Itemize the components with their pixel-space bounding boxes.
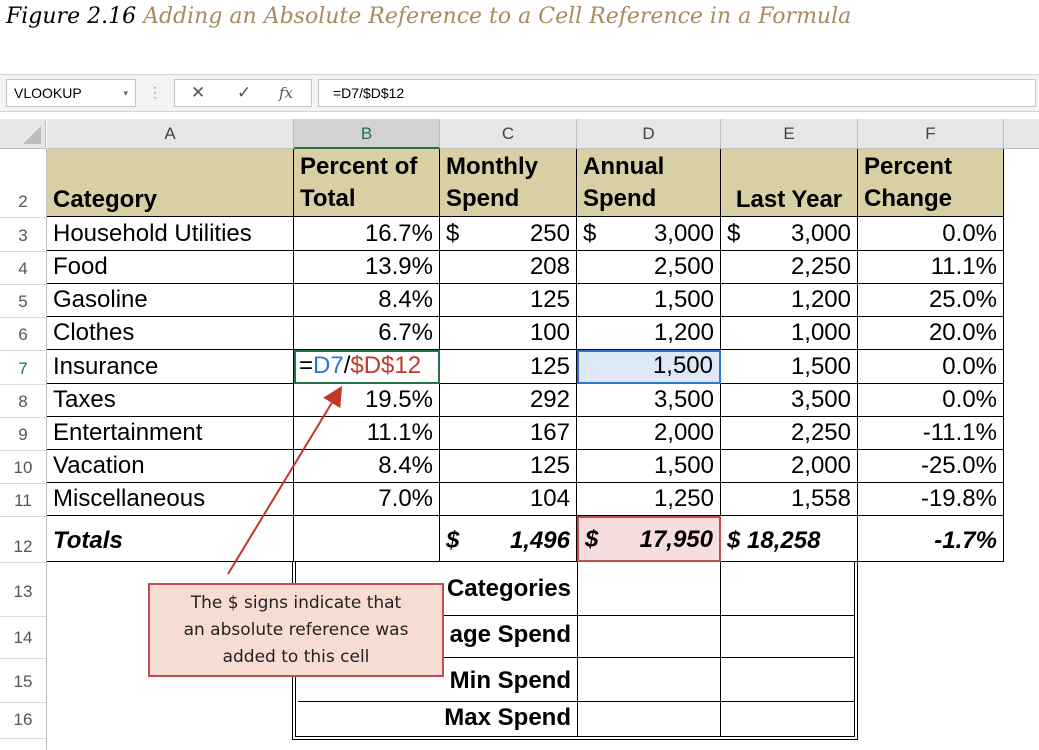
column-header-c[interactable]: C	[440, 119, 577, 149]
absolute-reference: $D$12	[350, 352, 422, 379]
stats-label-average[interactable]: age Spend	[298, 616, 577, 658]
last-year-cell[interactable]: 2,000	[721, 450, 858, 483]
row-header-2[interactable]: 2	[18, 192, 28, 211]
percent-change-cell[interactable]: -11.1%	[858, 417, 1004, 450]
category-cell[interactable]: Entertainment	[47, 417, 294, 450]
insert-function-icon[interactable]: fx	[279, 84, 294, 102]
row-header-12[interactable]: 12	[13, 537, 33, 556]
row-divider	[0, 562, 46, 563]
row-divider	[0, 516, 46, 517]
stats-value-cell[interactable]	[577, 562, 721, 616]
percent-total-cell[interactable]: 13.9%	[294, 251, 440, 284]
category-cell[interactable]: Food	[47, 251, 294, 284]
stats-value-cell[interactable]	[577, 658, 721, 702]
row-header-15[interactable]: 15	[13, 672, 33, 691]
header-percent-of-total[interactable]: Percent of Total	[294, 149, 440, 217]
last-year-cell[interactable]: 3,500	[721, 384, 858, 417]
currency-symbol: $	[727, 220, 741, 247]
last-year-cell[interactable]: 1,000	[721, 317, 858, 350]
chevron-down-icon[interactable]: ▾	[123, 88, 128, 98]
stats-value-cell[interactable]	[577, 616, 721, 658]
row-divider	[0, 702, 46, 703]
row-divider	[0, 384, 46, 385]
row-header-5[interactable]: 5	[18, 292, 28, 311]
category-cell[interactable]: Gasoline	[47, 284, 294, 317]
annual-spend-cell[interactable]: 3,500	[577, 384, 721, 417]
formula-equals: =	[299, 352, 314, 379]
header-percent-change[interactable]: Percent Change	[858, 149, 1004, 217]
select-all-icon	[23, 126, 41, 144]
figure-title: Adding an Absolute Reference to a Cell Reference in a Formula	[143, 4, 852, 29]
monthly-spend-cell[interactable]: 125	[440, 350, 577, 384]
relative-reference: D7	[313, 352, 344, 379]
monthly-spend-cell[interactable]: 125	[440, 450, 577, 483]
currency-symbol: $	[446, 527, 460, 554]
row-header-14[interactable]: 14	[13, 628, 33, 647]
stats-label-categories[interactable]: Categories	[298, 562, 577, 616]
row-divider	[0, 658, 46, 659]
stats-value-cell[interactable]	[721, 658, 854, 702]
cell-value: 3,000	[653, 220, 714, 247]
last-year-cell[interactable]: 1,558	[721, 483, 858, 516]
referenced-cell-d7[interactable]: 1,500	[577, 350, 721, 384]
formula-input[interactable]: =D7/$D$12	[318, 79, 1036, 107]
annual-spend-cell[interactable]	[577, 217, 721, 251]
cell-value: 17,950	[639, 526, 713, 553]
annual-spend-cell[interactable]: 1,500	[577, 450, 721, 483]
cell-value: 1,496	[509, 527, 570, 554]
row-header-7[interactable]: 7	[18, 359, 28, 378]
monthly-spend-cell[interactable]	[440, 217, 577, 251]
row-divider	[0, 317, 46, 318]
percent-total-cell[interactable]: 8.4%	[294, 450, 440, 483]
row-header-9[interactable]: 9	[18, 425, 28, 444]
monthly-spend-cell[interactable]: 125	[440, 284, 577, 317]
callout-line: The $ signs indicate that	[190, 593, 402, 613]
column-header-b[interactable]: B	[294, 119, 440, 149]
totals-change-cell[interactable]: -1.7%	[858, 516, 1004, 562]
formula-divide: /	[343, 352, 351, 379]
referenced-cell-d12[interactable]	[577, 516, 721, 562]
last-year-cell[interactable]: 2,250	[721, 417, 858, 450]
currency-symbol: $	[583, 220, 597, 247]
last-year-cell[interactable]: 2,250	[721, 251, 858, 284]
currency-symbol: $	[446, 220, 460, 247]
enter-icon[interactable]: ✓	[237, 83, 252, 102]
column-header-e[interactable]: E	[721, 119, 858, 149]
figure-number: Figure 2.16	[6, 4, 137, 29]
monthly-spend-cell[interactable]: 208	[440, 251, 577, 284]
cell-value: 3,000	[790, 220, 851, 247]
currency-symbol: $	[585, 526, 599, 553]
header-last-year[interactable]: Last Year	[721, 149, 858, 217]
select-all-corner[interactable]	[0, 119, 46, 149]
column-header-f[interactable]: F	[858, 119, 1004, 149]
last-year-cell[interactable]: 1,200	[721, 284, 858, 317]
row-header-3[interactable]: 3	[18, 226, 28, 245]
percent-change-cell[interactable]: -19.8%	[858, 483, 1004, 516]
row-divider	[0, 217, 46, 218]
stats-label-min[interactable]: Min Spend	[298, 658, 577, 702]
row-header-6[interactable]: 6	[18, 325, 28, 344]
percent-change-cell[interactable]: 0.0%	[858, 217, 1004, 251]
callout-line: an absolute reference was	[183, 620, 409, 640]
annual-spend-cell[interactable]: 1,500	[577, 284, 721, 317]
percent-change-cell[interactable]: 0.0%	[858, 350, 1004, 384]
category-cell[interactable]: Vacation	[47, 450, 294, 483]
category-cell[interactable]: Clothes	[47, 317, 294, 350]
annual-spend-cell[interactable]: 2,500	[577, 251, 721, 284]
row-header-16[interactable]: 16	[13, 710, 33, 729]
percent-change-cell[interactable]: -25.0%	[858, 450, 1004, 483]
callout-box	[148, 583, 444, 677]
header-monthly-spend[interactable]: Monthly Spend	[440, 149, 577, 217]
category-cell[interactable]: Taxes	[47, 384, 294, 417]
percent-total-cell[interactable]: 7.0%	[294, 483, 440, 516]
active-cell-b7[interactable]	[294, 350, 440, 384]
totals-last-year-cell[interactable]: $ 18,258	[721, 516, 858, 562]
category-cell[interactable]: Miscellaneous	[47, 483, 294, 516]
row-divider	[0, 284, 46, 285]
category-cell[interactable]: Insurance	[47, 350, 294, 384]
percent-total-cell[interactable]: 19.5%	[294, 384, 440, 417]
stats-value-cell[interactable]	[721, 562, 854, 616]
header-category[interactable]: Category	[47, 149, 294, 217]
column-header-a[interactable]: A	[47, 119, 294, 149]
row-header-13[interactable]: 13	[13, 582, 33, 601]
stats-value-cell[interactable]	[577, 702, 721, 736]
percent-change-cell[interactable]: 0.0%	[858, 384, 1004, 417]
row-divider	[0, 417, 46, 418]
totals-label[interactable]: Totals	[47, 516, 294, 562]
row-header-4[interactable]: 4	[18, 259, 28, 278]
callout-line: added to this cell	[222, 647, 370, 667]
stats-label-max[interactable]: Max Spend	[444, 704, 571, 731]
name-box-value: VLOOKUP	[14, 85, 82, 101]
stats-value-cell[interactable]	[721, 616, 854, 658]
row-divider	[0, 616, 46, 617]
cell-value: 250	[529, 220, 570, 247]
totals-monthly-cell[interactable]	[440, 516, 577, 562]
row-divider	[0, 483, 46, 484]
row-divider	[0, 450, 46, 451]
annual-spend-cell[interactable]: 1,250	[577, 483, 721, 516]
column-header-d[interactable]: D	[577, 119, 721, 149]
header-annual-spend[interactable]: Annual Spend	[577, 149, 721, 217]
percent-change-cell[interactable]: 25.0%	[858, 284, 1004, 317]
formula-bar	[0, 74, 1039, 112]
spreadsheet-grid	[0, 119, 1039, 750]
name-box[interactable]	[6, 79, 136, 107]
row-header-8[interactable]: 8	[18, 392, 28, 411]
percent-total-cell[interactable]: 11.1%	[294, 417, 440, 450]
row-divider	[0, 350, 46, 351]
column-header-g[interactable]	[1004, 119, 1039, 149]
cancel-icon[interactable]: ✕	[191, 83, 206, 102]
annual-spend-cell[interactable]: 2,000	[577, 417, 721, 450]
percent-total-cell[interactable]: 16.7%	[294, 217, 440, 251]
percent-total-cell[interactable]: 8.4%	[294, 284, 440, 317]
monthly-spend-cell[interactable]: 100	[440, 317, 577, 350]
row-header-10[interactable]: 10	[13, 458, 33, 477]
totals-percent-cell[interactable]	[294, 516, 440, 562]
annual-spend-cell[interactable]: 1,200	[577, 317, 721, 350]
drag-handle-icon[interactable]: ⋮	[148, 84, 162, 100]
row-header-11[interactable]: 11	[14, 491, 32, 510]
last-year-cell[interactable]	[721, 217, 858, 251]
monthly-spend-cell[interactable]: 167	[440, 417, 577, 450]
row-divider	[0, 738, 46, 739]
formula-bar-icons	[174, 79, 312, 107]
percent-change-cell[interactable]: 20.0%	[858, 317, 1004, 350]
row-divider	[0, 251, 46, 252]
monthly-spend-cell[interactable]: 292	[440, 384, 577, 417]
percent-change-cell[interactable]: 11.1%	[858, 251, 1004, 284]
percent-total-cell[interactable]: 6.7%	[294, 317, 440, 350]
last-year-cell[interactable]: 1,500	[721, 350, 858, 384]
figure-caption	[6, 4, 851, 38]
monthly-spend-cell[interactable]: 104	[440, 483, 577, 516]
category-cell[interactable]: Household Utilities	[47, 217, 294, 251]
